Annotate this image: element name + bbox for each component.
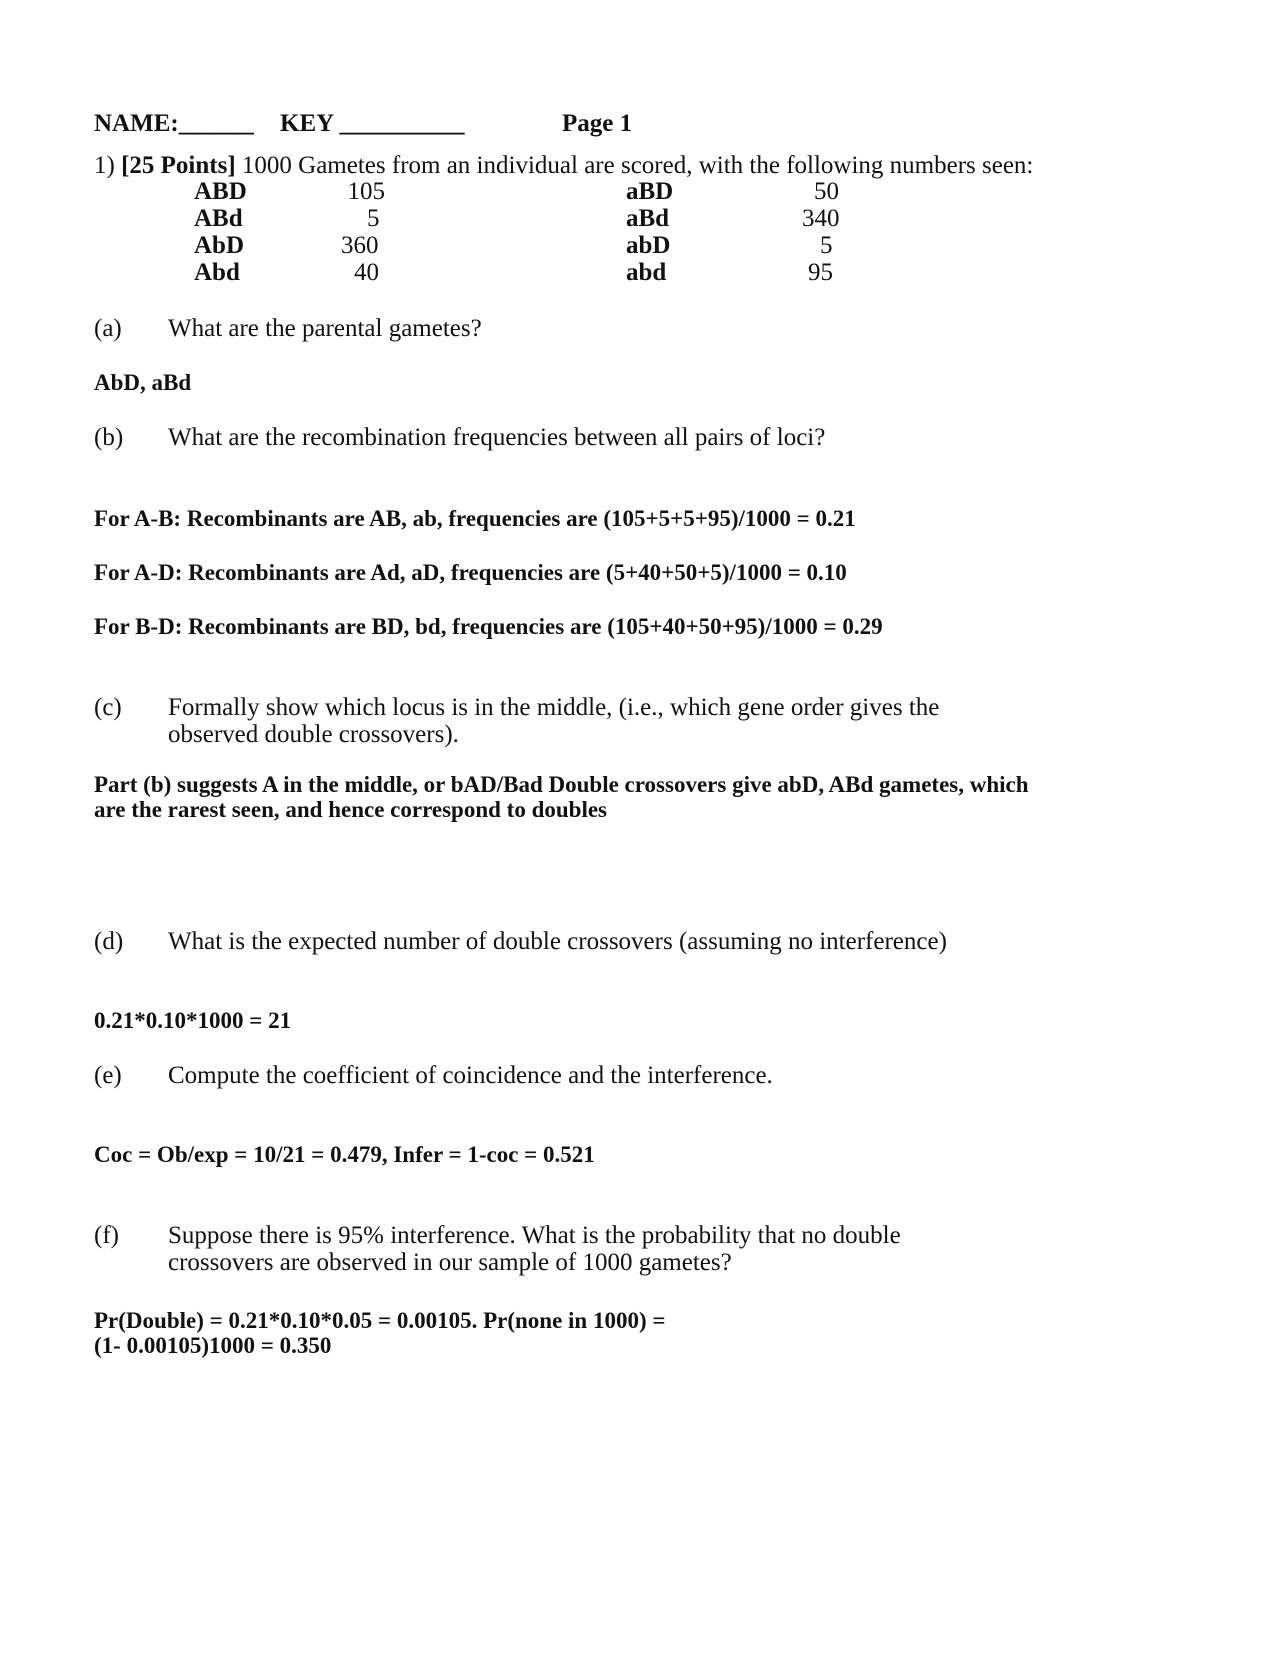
part-c-answer-line-1: Part (b) suggests A in the middle, or bAD/Bad Double crossovers give abD, ABd gametes, which	[94, 772, 1029, 797]
part-b-question: What are the recombination frequencies between all pairs of loci?	[168, 424, 826, 451]
gamete-count: 340	[802, 205, 840, 232]
part-f-question-line-1: Suppose there is 95% interference. What is the probability that no double	[168, 1222, 901, 1249]
part-c-question-line-1: Formally show which locus is in the middle, (i.e., which gene order gives the	[168, 694, 940, 721]
part-b-answer-bd: For B-D: Recombinants are BD, bd, frequencies are (105+40+50+95)/1000 = 0.29	[94, 614, 883, 639]
part-a-answer: AbD, aBd	[94, 370, 192, 395]
gamete-label: AbD	[194, 232, 245, 259]
part-b-answer-ad: For A-D: Recombinants are Ad, aD, frequencies are (5+40+50+5)/1000 = 0.10	[94, 560, 847, 585]
gamete-count: 95	[808, 259, 833, 286]
part-d-label: (d)	[94, 928, 124, 955]
part-c-answer-line-2: are the rarest seen, and hence correspond to doubles	[94, 797, 608, 822]
page-label: Page 1	[562, 110, 633, 137]
gamete-count: 360	[341, 232, 379, 259]
gamete-count: 5	[820, 232, 833, 259]
part-c-label: (c)	[94, 694, 122, 721]
part-d-answer: 0.21*0.10*1000 = 21	[94, 1008, 292, 1033]
part-e-answer: Coc = Ob/exp = 10/21 = 0.479, Infer = 1-coc = 0.521	[94, 1142, 595, 1167]
gamete-label: aBD	[626, 178, 674, 205]
key-label: KEY __________	[280, 110, 465, 137]
question-number: 1)	[94, 152, 115, 179]
part-e-question: Compute the coefficient of coincidence and the interference.	[168, 1062, 773, 1089]
question-points: [25 Points]	[121, 152, 236, 179]
part-d-question: What is the expected number of double crossovers (assuming no interference)	[168, 928, 947, 955]
part-f-answer-line-1: Pr(Double) = 0.21*0.10*0.05 = 0.00105. Pr(none in 1000) =	[94, 1308, 666, 1333]
part-b-label: (b)	[94, 424, 124, 451]
gamete-label: ABD	[194, 178, 247, 205]
gamete-label: aBd	[626, 205, 670, 232]
gamete-label: abD	[626, 232, 671, 259]
gamete-label: Abd	[194, 259, 240, 286]
part-f-answer-line-2: (1- 0.00105)1000 = 0.350	[94, 1333, 332, 1358]
question-1-prompt	[94, 152, 1033, 180]
name-label: NAME:______	[94, 110, 254, 137]
part-b-answer-ab: For A-B: Recombinants are AB, ab, frequencies are (105+5+5+95)/1000 = 0.21	[94, 506, 856, 531]
part-f-question-line-2: crossovers are observed in our sample of 1000 gametes?	[168, 1249, 732, 1276]
part-e-label: (e)	[94, 1062, 122, 1089]
gamete-count: 50	[814, 178, 839, 205]
question-text: 1000 Gametes from an individual are scored, with the following numbers seen:	[241, 152, 1034, 179]
gamete-label: abd	[626, 259, 667, 286]
gamete-count: 40	[354, 259, 379, 286]
part-f-label: (f)	[94, 1222, 119, 1249]
gamete-count: 105	[347, 178, 385, 205]
part-a-question: What are the parental gametes?	[168, 315, 482, 342]
part-c-question-line-2: observed double crossovers).	[168, 721, 459, 748]
gamete-label: ABd	[194, 205, 243, 232]
gamete-count: 5	[367, 205, 380, 232]
part-a-label: (a)	[94, 315, 122, 342]
